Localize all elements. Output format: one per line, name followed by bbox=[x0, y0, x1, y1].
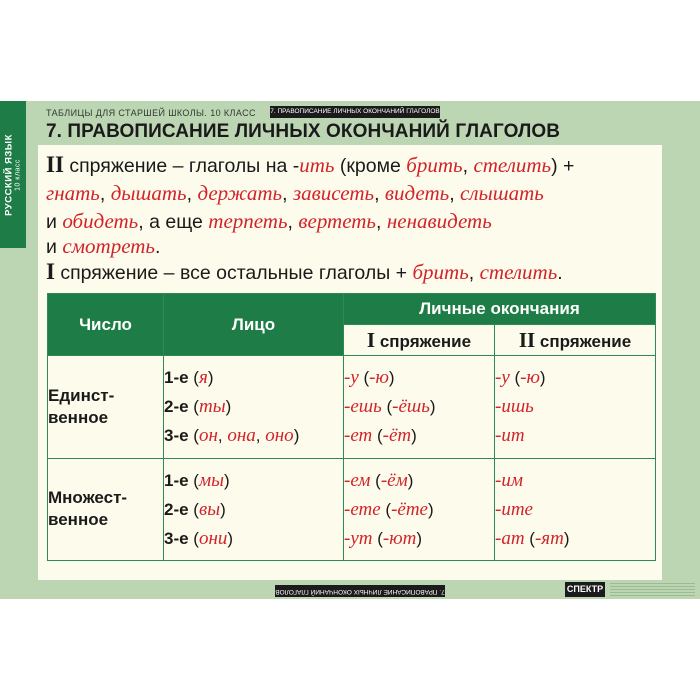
text: ) bbox=[539, 368, 546, 388]
ending-alt: -ю bbox=[369, 367, 389, 389]
header-endings: Личные окончания bbox=[344, 294, 656, 325]
verb-exception: дышать bbox=[110, 181, 187, 205]
verb-exception: стелить bbox=[479, 260, 558, 284]
ending-alt: -ёте bbox=[391, 498, 428, 520]
text: ) bbox=[407, 470, 414, 490]
subject-label: РУССКИЙ ЯЗЫК bbox=[3, 133, 15, 216]
ending-alt: -ёшь bbox=[392, 396, 430, 418]
text: . bbox=[154, 236, 161, 258]
text: ( bbox=[188, 470, 199, 490]
text: ( bbox=[380, 499, 392, 519]
text: спряжение bbox=[375, 331, 472, 351]
endings-conj2-singular bbox=[495, 356, 656, 459]
endings-table bbox=[47, 293, 656, 561]
verb-exception: вертеть bbox=[298, 209, 376, 233]
ending: -ет bbox=[344, 425, 373, 447]
header-conj2 bbox=[495, 325, 656, 356]
fine-print bbox=[610, 583, 695, 597]
text: ) bbox=[227, 528, 234, 548]
text: . bbox=[557, 262, 563, 284]
ending: -у bbox=[495, 367, 510, 389]
text: ( bbox=[372, 528, 383, 548]
ending: -ит bbox=[495, 425, 525, 447]
verb-exception: терпеть bbox=[208, 209, 288, 233]
person: 1-е bbox=[164, 470, 189, 490]
text: ) bbox=[293, 426, 300, 446]
text: ) bbox=[427, 499, 434, 519]
text: ) bbox=[220, 499, 226, 519]
publisher-logo: СПЕКТР bbox=[565, 582, 605, 597]
verb-exception: держать bbox=[197, 181, 283, 205]
roman-one: I bbox=[366, 327, 376, 352]
verb-exception: стелить bbox=[473, 153, 552, 177]
text: , bbox=[462, 155, 474, 177]
ending: -у bbox=[344, 367, 359, 389]
roman-two: II bbox=[46, 152, 64, 177]
text: ( bbox=[509, 368, 521, 388]
text: спряжение bbox=[535, 331, 632, 351]
text: (кроме bbox=[334, 155, 407, 177]
header-conj1 bbox=[344, 325, 495, 356]
subject-side-tab bbox=[0, 101, 26, 248]
verb-exception: зависеть bbox=[292, 181, 375, 205]
roman-one: I bbox=[46, 259, 55, 284]
verb-exception: обидеть bbox=[62, 209, 139, 233]
persons-singular: 1-е (я) 2-е (ты) 3-е (он, она, оно) bbox=[164, 356, 344, 459]
header-number: Число bbox=[48, 294, 164, 356]
ending: -ите bbox=[495, 498, 533, 520]
series-title: ТАБЛИЦЫ ДЛЯ СТАРШЕЙ ШКОЛЫ. 10 КЛАСС bbox=[46, 108, 256, 118]
text: ( bbox=[188, 528, 199, 548]
suffix-it: ить bbox=[299, 153, 335, 177]
text: ( bbox=[524, 528, 535, 548]
persons-plural bbox=[164, 458, 344, 561]
number-singular bbox=[48, 356, 164, 459]
pronoun: вы bbox=[198, 498, 221, 520]
person: 3-е bbox=[164, 426, 189, 446]
rule-conj2-line3: и обидеть, а еще терпеть, вертеть, ненавидеть bbox=[46, 209, 492, 233]
text: ( bbox=[370, 470, 381, 490]
text: ( bbox=[358, 368, 370, 388]
ending-alt: -ёт bbox=[382, 425, 412, 447]
verb-exception: брить bbox=[412, 260, 469, 284]
rule-conj2-line2: гнать, дышать, держать, зависеть, видеть, слышать bbox=[46, 181, 544, 205]
text: ( bbox=[381, 397, 393, 417]
pronoun: оно bbox=[265, 425, 294, 447]
text: ) bbox=[388, 368, 395, 388]
table-row bbox=[48, 356, 656, 459]
text: Множест- bbox=[48, 488, 128, 508]
rule-conj1 bbox=[46, 258, 563, 287]
text: ( bbox=[188, 426, 199, 446]
text: Единст- bbox=[48, 385, 115, 405]
ending-alt: -ю bbox=[520, 367, 540, 389]
pronoun: мы bbox=[198, 469, 224, 491]
ending: -ем bbox=[344, 469, 371, 491]
endings-conj1-plural bbox=[344, 458, 495, 561]
person: 2-е bbox=[164, 397, 189, 417]
text: ( bbox=[188, 368, 199, 388]
verb-exception: видеть bbox=[384, 181, 450, 205]
person: 2-е bbox=[164, 499, 189, 519]
header-person: Лицо bbox=[164, 294, 344, 356]
ending-alt: -ят bbox=[534, 527, 564, 549]
text: венное bbox=[48, 510, 109, 530]
rule-conj2-line4 bbox=[46, 232, 160, 261]
endings-conj1-singular bbox=[344, 356, 495, 459]
text: ) bbox=[223, 470, 230, 490]
text: ) bbox=[429, 397, 436, 417]
text: спряжение – глаголы на - bbox=[63, 155, 300, 177]
pronoun: он bbox=[198, 425, 218, 447]
number-plural bbox=[48, 458, 164, 561]
text: ) + bbox=[551, 155, 575, 177]
text: венное bbox=[48, 407, 109, 427]
verb-exception: ненавидеть bbox=[386, 209, 492, 233]
text: ( bbox=[372, 426, 383, 446]
ending: -ат bbox=[495, 527, 525, 549]
text: и bbox=[46, 211, 63, 233]
text: ) bbox=[411, 426, 417, 446]
footer-strip: 7. ПРАВОПИСАНИЕ ЛИЧНЫХ ОКОНЧАНИЙ ГЛАГОЛОВ bbox=[275, 585, 445, 597]
ending: -ешь bbox=[344, 396, 382, 418]
text: ) bbox=[207, 368, 214, 388]
pronoun: она bbox=[227, 425, 256, 447]
verb-exception: слышать bbox=[460, 181, 544, 205]
text: ) bbox=[225, 397, 232, 417]
ending-alt: -ют bbox=[382, 527, 417, 549]
roman-two: II bbox=[518, 327, 536, 352]
endings-conj2-plural bbox=[495, 458, 656, 561]
text: ( bbox=[188, 499, 199, 519]
pronoun: я bbox=[198, 367, 208, 389]
text: ) bbox=[416, 528, 422, 548]
text: , а еще bbox=[138, 211, 209, 233]
table-row bbox=[48, 458, 656, 561]
ending: -им bbox=[495, 469, 523, 491]
rule-conj2-line1 bbox=[46, 151, 574, 180]
ending: -ете bbox=[344, 498, 381, 520]
ending: -ишь bbox=[495, 396, 534, 418]
text: ( bbox=[188, 397, 199, 417]
header-strip: 7. ПРАВОПИСАНИЕ ЛИЧНЫХ ОКОНЧАНИЙ ГЛАГОЛОВ bbox=[270, 106, 440, 118]
text: , bbox=[468, 262, 480, 284]
text: ) bbox=[563, 528, 570, 548]
pronoun: они bbox=[198, 527, 228, 549]
verb-exception: смотреть bbox=[62, 234, 155, 258]
verb-exception: гнать bbox=[46, 181, 100, 205]
text: спряжение – все остальные глаголы + bbox=[54, 262, 413, 284]
text: и bbox=[46, 236, 63, 258]
verb-exception: брить bbox=[406, 153, 463, 177]
ending: -ут bbox=[344, 527, 373, 549]
person: 1-е bbox=[164, 368, 189, 388]
ending-alt: -ём bbox=[380, 469, 408, 491]
grade-label: 10 класс bbox=[14, 158, 22, 191]
person: 3-е bbox=[164, 528, 189, 548]
pronoun: ты bbox=[198, 396, 226, 418]
page-title: 7. ПРАВОПИСАНИЕ ЛИЧНЫХ ОКОНЧАНИЙ ГЛАГОЛОВ bbox=[46, 121, 561, 142]
